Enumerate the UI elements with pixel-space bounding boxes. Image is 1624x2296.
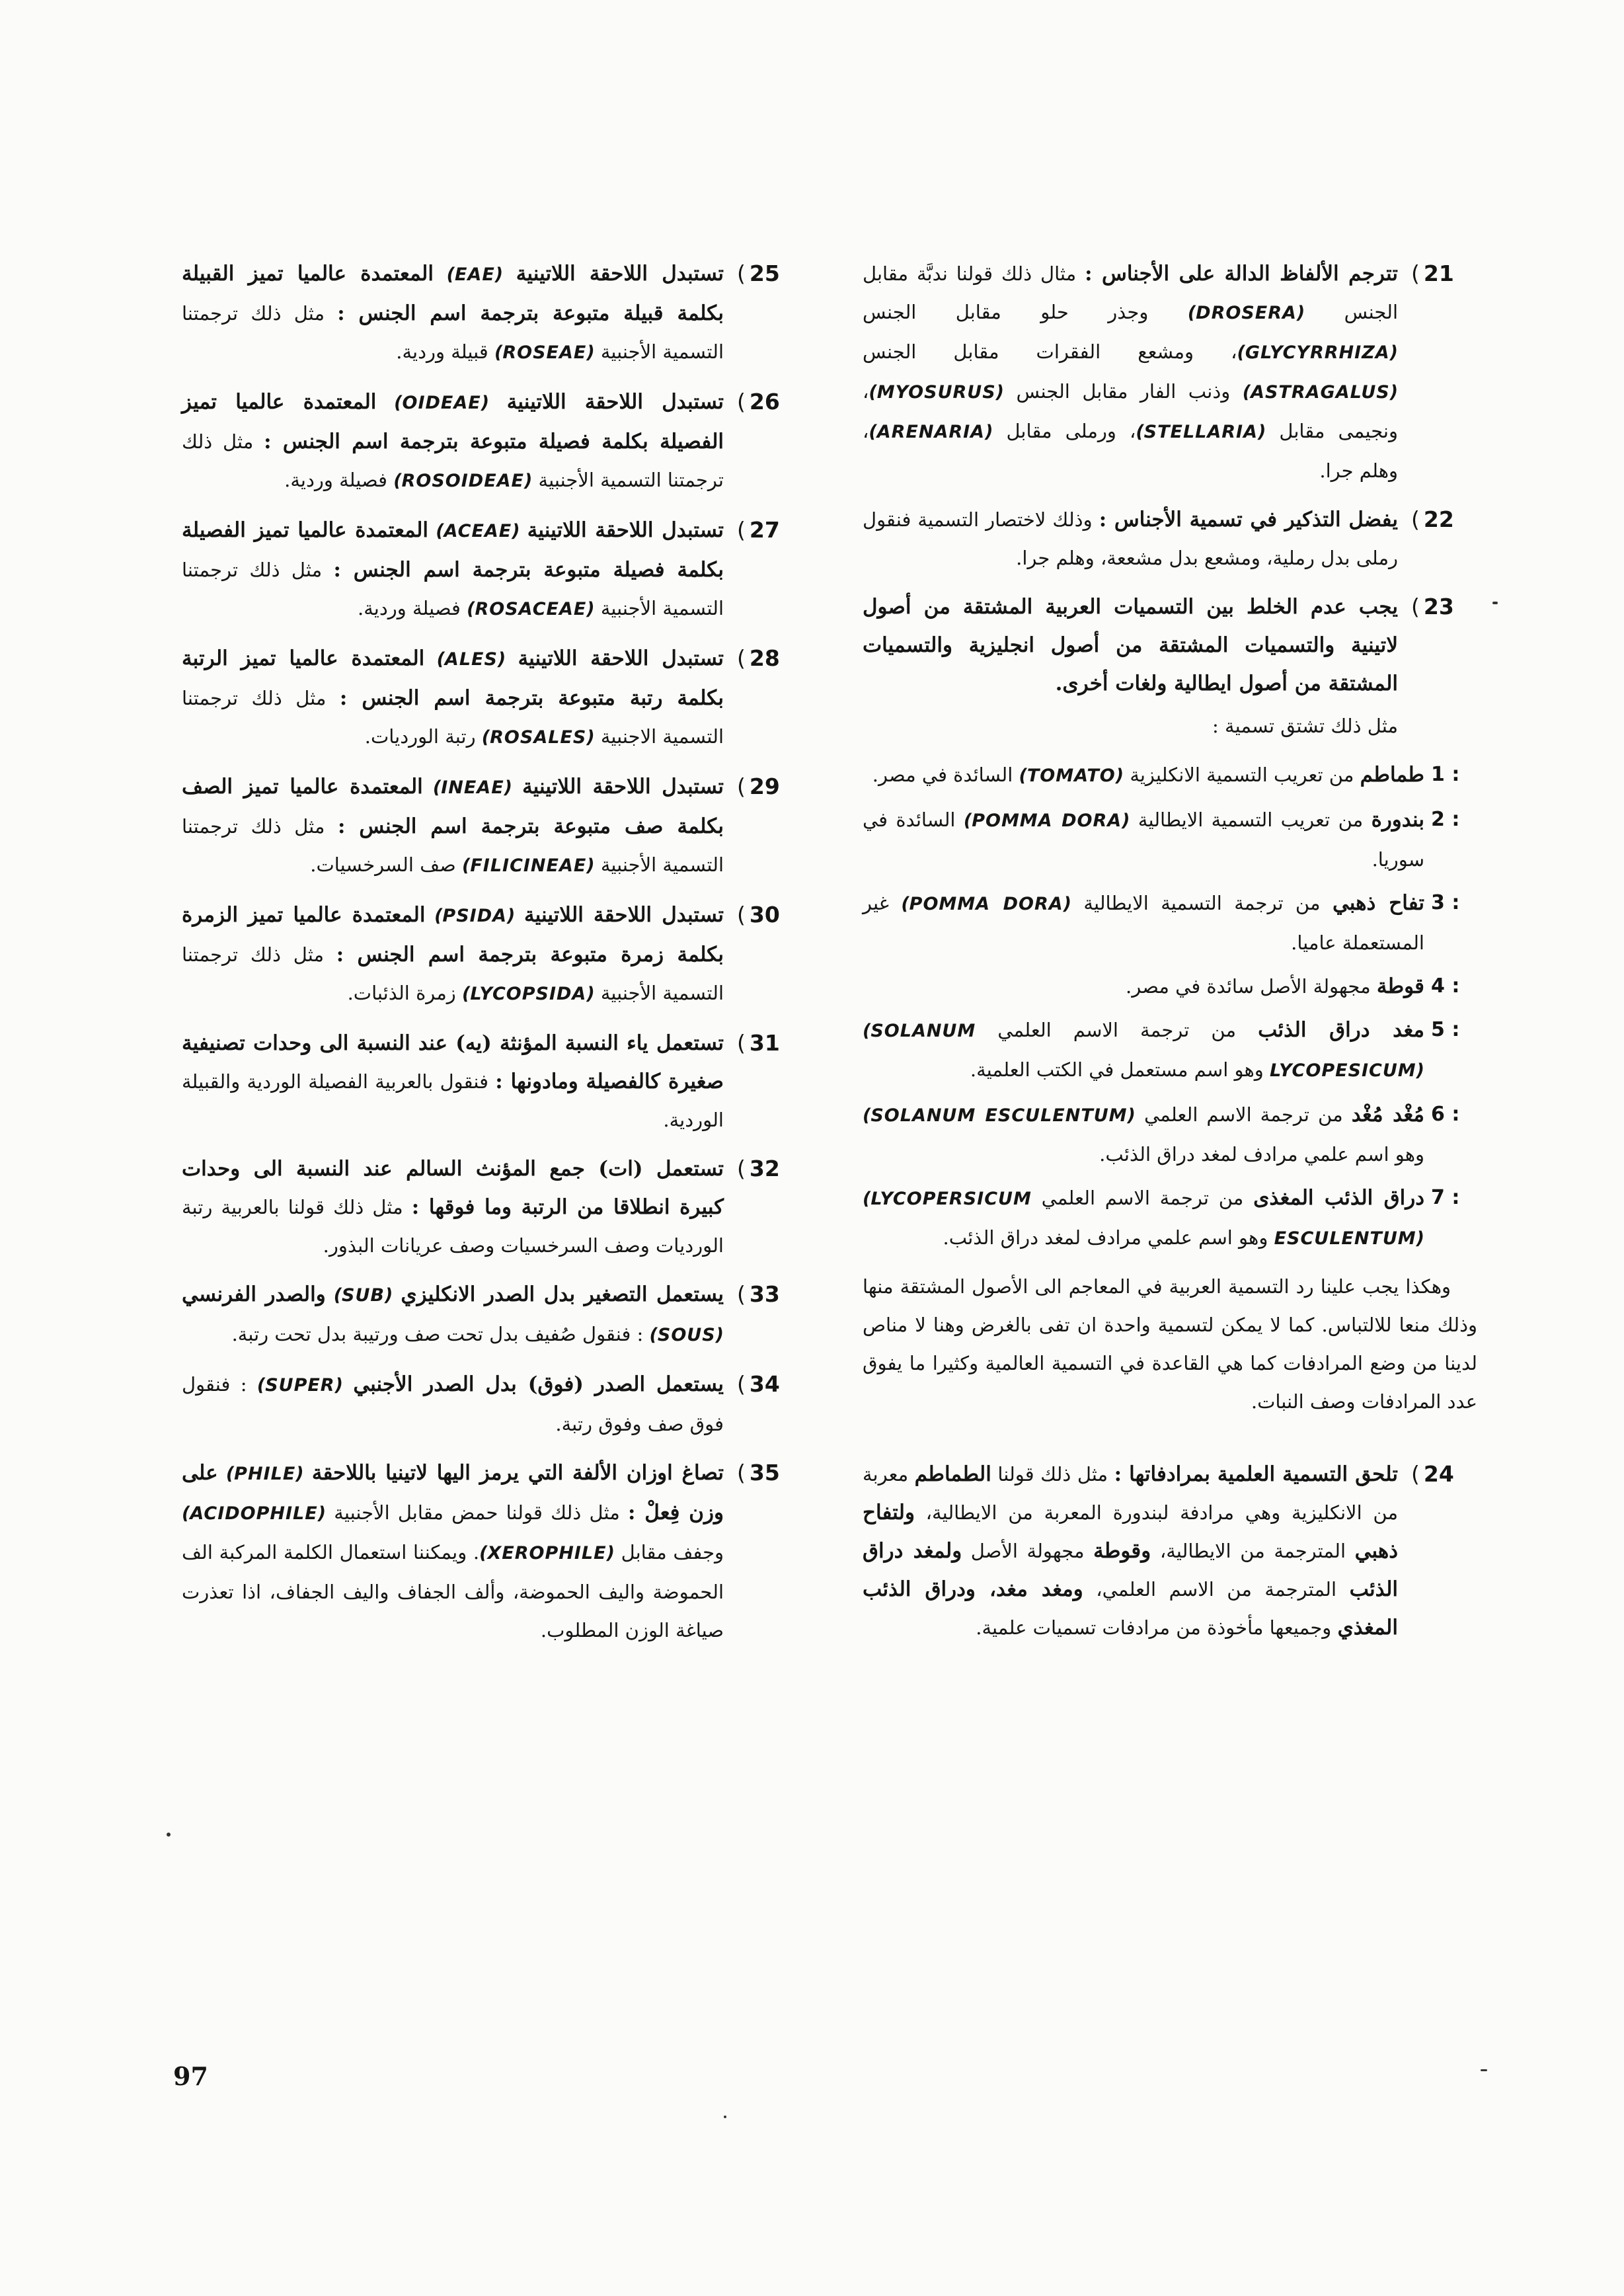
rule-number: ( 21 xyxy=(1411,260,1454,286)
latin-term: (INEAE) xyxy=(432,777,512,798)
rule-lead: يفضل التذكير في تسمية الأجناس : xyxy=(1099,508,1398,532)
example-1: 1 : طماطم من تعريب التسمية الانكليزية (TOMATO) السائدة في مصر. xyxy=(872,763,1460,787)
latin-term: (ACIDOPHILE) xyxy=(182,1503,327,1524)
rule-number: ( 33 xyxy=(737,1281,780,1307)
rule-32: ( 32 تستعمل (ات) جمع المؤنث السالم عند النسبة الى وحدات كبيرة انطلاقا من الرتبة وما فوقها : مثل ذلك قولنا بالعربية رتبة الورديات وصف السرخسيات وصف عريانات البذور. xyxy=(182,1150,803,1265)
latin-term: (SUB) xyxy=(333,1285,393,1306)
page-number: 97 xyxy=(173,2061,208,2091)
rule-number: ( 31 xyxy=(737,1030,780,1056)
rule-31: ( 31 تستعمل ياء النسبة المؤنثة (يه) عند النسبة الى وحدات تصنيفية صغيرة كالفصيلة ومادونها : فنقول بالعربية الفصيلة الوردية والقبيلة الوردية. xyxy=(182,1024,803,1139)
latin-term: (ROSEAE) xyxy=(494,342,595,363)
latin-term: (ALES) xyxy=(436,649,506,670)
rule-number: ( 28 xyxy=(737,645,780,671)
rule-lead: يجب عدم الخلط بين التسميات العربية المشتقة من أصول لاتينية والتسميات المشتقة من أصول انجليزية والتسميات المشتقة من أصول ايطالية ولغات أخرى. xyxy=(863,595,1398,695)
latin-term: (FILICINEAE) xyxy=(461,855,595,876)
example-6: 6 : مُغْد مُغْد من ترجمة الاسم العلمي (SOLANUM ESCULENTUM) وهو اسم علمي مرادف لمغد دراق الذئب. xyxy=(863,1103,1460,1166)
latin-term: (PHILE) xyxy=(225,1464,304,1484)
latin-term: (SOLANUM ESCULENTUM) xyxy=(863,1105,1136,1126)
rule-number: ( 32 xyxy=(737,1156,780,1181)
left-column xyxy=(182,255,803,1660)
scan-speck xyxy=(724,2116,726,2118)
rule-34: ( 34 يستعمل الصدر (فوق) بدل الصدر الأجنبي (SUPER) : فنقول فوق صف وفوق رتبة. xyxy=(182,1365,803,1443)
example-4: 4 : قوطة مجهولة الأصل سائدة في مصر. xyxy=(1126,974,1460,998)
right-column xyxy=(863,255,1477,1657)
latin-term: (LYCOPERSICUM ESCULENTUM) xyxy=(863,1189,1424,1249)
rule-lead: تترجم الألفاظ الدالة على الأجناس : xyxy=(1085,262,1399,286)
latin-term: (GLYCYRRHIZA) xyxy=(1237,342,1398,363)
rule-28: ( 28 تستبدل اللاحقة اللاتينية (ALES) المعتمدة عالميا تميز الرتبة بكلمة رتبة متبوعة بترجمة اسم الجنس : مثل ذلك ترجمتنا التسمية الاجنبية (ROSALES) رتبة الورديات. xyxy=(182,639,803,757)
rule-lead: تلحق التسمية العلمية بمرادفاتها : xyxy=(1114,1462,1398,1486)
latin-term: (SUPER) xyxy=(256,1375,343,1396)
latin-term: (ROSACEAE) xyxy=(467,599,595,619)
rule-number: ( 35 xyxy=(737,1460,780,1485)
rule-22: ( 22 يفضل التذكير في تسمية الأجناس : وذلك لاختصار التسمية فنقول رملى بدل رملية، ومشعع بدل مشععة، وهلم جرا. xyxy=(863,500,1477,577)
scan-speck xyxy=(167,1833,171,1837)
rule-35: ( 35 تصاغ اوزان الألفة التي يرمز اليها لاتينيا باللاحقة (PHILE) على وزن فِعلْ : مثل ذلك قولنا حمض مقابل الأجنبية (ACIDOPHILE) وجفف مقابل (XEROPHILE). ويمكننا استعمال الكلمة المركبة الف الحموضة واليف الحموضة، وألف الجفاف واليف الجفاف، اذا تعذرت صياغة الوزن المطلوب. xyxy=(182,1454,803,1649)
latin-term: (ROSOIDEAE) xyxy=(393,471,533,491)
rule-27: ( 27 تستبدل اللاحقة اللاتينية (ACEAE) المعتمدة عالميا تميز الفصيلة بكلمة فصيلة متبوعة بترجمة اسم الجنس : مثل ذلك ترجمتنا التسمية الأجنبية (ROSACEAE) فصيلة وردية. xyxy=(182,511,803,629)
example-5: 5 : مغد دراق الذئب من ترجمة الاسم العلمي (SOLANUM LYCOPESICUM) وهو اسم مستعمل في الكتب العلمية. xyxy=(863,1018,1460,1081)
naming-summary-paragraph: وهكذا يجب علينا رد التسمية العربية في المعاجم الى الأصول المشتقة منها وذلك منعا للالتباس. كما لا يمكن لتسمية واحدة ان تفى بالغرض وهنا لا مناص لدينا من وضع المرادفات كما هي القاعدة في التسمية العالمية وكثيرا ما يفوق عدد المرادفات وصف النبات. xyxy=(863,1275,1477,1413)
latin-term: (TOMATO) xyxy=(1019,766,1124,786)
latin-term: (MYOSURUS) xyxy=(869,382,1004,403)
examples-intro: مثل ذلك تشتق تسمية : xyxy=(1212,715,1398,737)
rule-23 xyxy=(863,588,1477,745)
latin-term: (EAE) xyxy=(446,264,504,285)
latin-term: (POMMA DORA) xyxy=(901,894,1072,914)
example-7: 7 : دراق الذئب المغذى من ترجمة الاسم العلمي (LYCOPERSICUM ESCULENTUM) وهو اسم علمي مرادف لمغد دراق الذئب. xyxy=(863,1186,1460,1249)
latin-term: (ROSALES) xyxy=(481,727,595,748)
rule-number: ( 27 xyxy=(737,517,780,543)
rule-number: ( 34 xyxy=(737,1371,780,1397)
latin-term: (STELLARIA) xyxy=(1136,422,1266,442)
rule-number: ( 24 xyxy=(1411,1461,1454,1487)
scan-speck xyxy=(1492,602,1498,604)
rule-33: ( 33 يستعمل التصغير بدل الصدر الانكليزي (SUB) والصدر الفرنسي (SOUS) : فنقول صُفيف بدل تحت صف ورتيبة بدل تحت رتبة. xyxy=(182,1275,803,1355)
naming-examples xyxy=(863,756,1477,1258)
rule-25: ( 25 تستبدل اللاحقة اللاتينية (EAE) المعتمدة عالميا تميز القبيلة بكلمة قبيلة متبوعة بترجمة اسم الجنس : مثل ذلك ترجمتنا التسمية الأجنبية (ROSEAE) قبيلة وردية. xyxy=(182,255,803,372)
rule-number: ( 22 xyxy=(1411,506,1454,532)
rule-30: ( 30 تستبدل اللاحقة اللاتينية (PSIDA) المعتمدة عالميا تميز الزمرة بكلمة زمرة متبوعة بترجمة اسم الجنس : مثل ذلك ترجمتنا التسمية الأجنبية (LYCOPSIDA) زمرة الذئبات. xyxy=(182,896,803,1013)
rule-26: ( 26 تستبدل اللاحقة اللاتينية (OIDEAE) المعتمدة عالميا تميز الفصيلة بكلمة فصيلة متبوعة بترجمة اسم الجنس : مثل ذلك ترجمتنا التسمية الأجنبية (ROSOIDEAE) فصيلة وردية. xyxy=(182,383,803,500)
scan-speck xyxy=(1481,2069,1487,2071)
rule-number: ( 26 xyxy=(737,389,780,415)
latin-term: (SOUS) xyxy=(649,1325,724,1345)
rule-number: ( 25 xyxy=(737,260,780,286)
rule-number: ( 23 xyxy=(1411,594,1454,619)
example-2: 2 : بندورة من تعريب التسمية الايطالية (POMMA DORA) السائدة في سوريا. xyxy=(863,808,1460,871)
rule-number: ( 29 xyxy=(737,773,780,799)
latin-term: (PSIDA) xyxy=(434,906,516,926)
rule-number: ( 30 xyxy=(737,902,780,928)
rule-24: ( 24 تلحق التسمية العلمية بمرادفاتها : مثل ذلك قولنا الطماطم معربة من الانكليزية وهي مرادفة لبندورة المعربة من الايطالية، ولتفاح ذهبي المترجمة من الايطالية، وقوطة مجهولة الأصل ولمغد دراق الذئب المترجمة من الاسم العلمي، ومغد مغد، ودراق الذئب المغذي وجميعها مأخوذة من مرادفات تسميات علمية. xyxy=(863,1455,1477,1647)
rule-29: ( 29 تستبدل اللاحقة اللاتينية (INEAE) المعتمدة عالميا تميز الصف بكلمة صف متبوعة بترجمة اسم الجنس : مثل ذلك ترجمتنا التسمية الأجنبية (FILICINEAE) صف السرخسيات. xyxy=(182,768,803,885)
latin-term: (XEROPHILE) xyxy=(479,1543,615,1564)
latin-term: (ACEAE) xyxy=(436,521,520,541)
example-3: 3 : تفاح ذهبي من ترجمة التسمية الايطالية (POMMA DORA) غير المستعملة عاميا. xyxy=(863,891,1460,954)
rule-21: ( 21 تترجم الألفاظ الدالة على الأجناس : مثال ذلك قولنا ندبَّة مقابل الجنس (DROSERA) وجذر حلو مقابل الجنس (GLYCYRRHIZA)، ومشعع الفقرات مقابل الجنس (ASTRAGALUS) وذنب الفار مقابل الجنس (MYOSURUS)، ونجيمى مقابل (STELLARIA)، ورملى مقابل (ARENARIA)، وهلم جرا. xyxy=(863,255,1477,490)
latin-term: (DROSERA) xyxy=(1187,303,1305,323)
latin-term: (LYCOPSIDA) xyxy=(462,984,595,1004)
latin-term: (ASTRAGALUS) xyxy=(1242,382,1399,403)
latin-term: (SOLANUM LYCOPESICUM) xyxy=(863,1021,1424,1081)
latin-term: (POMMA DORA) xyxy=(963,811,1130,831)
latin-term: (ARENARIA) xyxy=(869,422,993,442)
latin-term: (OIDEAE) xyxy=(394,393,490,413)
